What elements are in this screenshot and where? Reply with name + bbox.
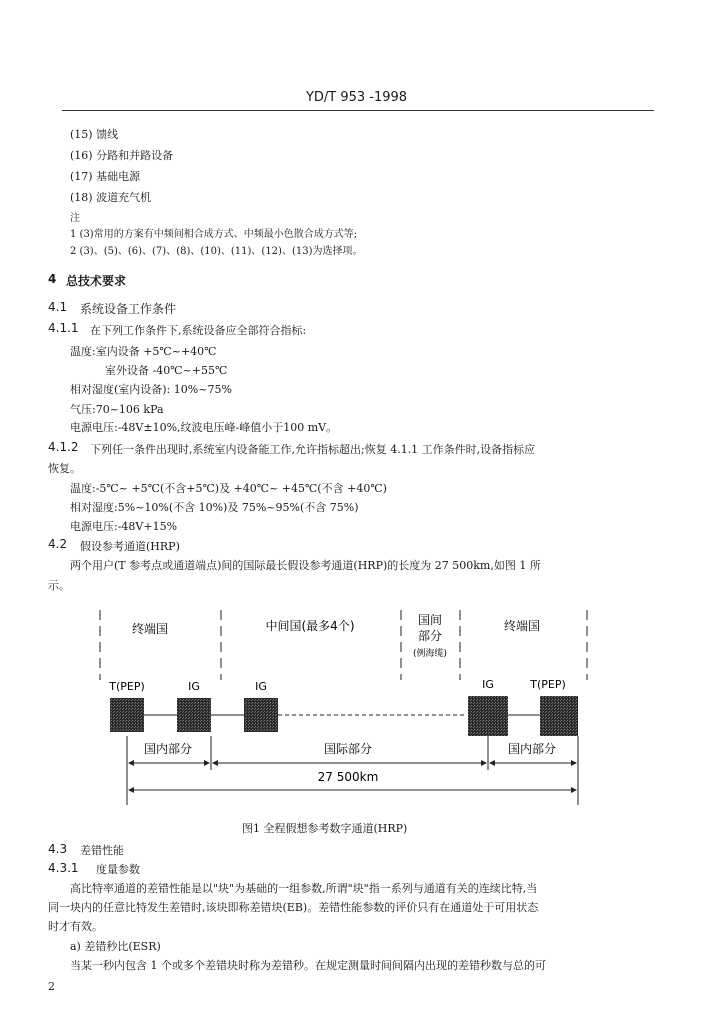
section-4-1-2-intro-cont: 恢复。 [48,462,81,475]
temp-indoor: 温度:室内设备 +5℃~+40℃ [70,345,217,358]
section-4-1-2-number: 4.1.2 [48,440,79,454]
power-voltage: 电源电压:-48V±10%,纹波电压峰-峰值小于100 mV。 [70,421,338,434]
zone-label-intl-1: 国间 [417,613,443,627]
total-length-label: 27 500km [317,770,379,784]
list-item: (18) 波道充气机 [70,191,152,204]
node-label: IG [255,680,267,693]
standard-code-header: YD/T 953 -1998 [305,90,408,105]
air-pressure: 气压:70~106 kPa [70,403,164,416]
error-perf-para-cont: 同一块内的任意比特发生差错时,该块即称差错块(EB)。差错性能参数的评价只有在通道处于可用状态 [48,901,539,914]
temp-outdoor: 室外设备 -40℃~+55℃ [105,364,228,377]
esr-para: 当某一秒内包含 1 个或多个差错块时称为差错秒。在规定测量时间间隔内出现的差错秒数与总的可 [70,959,546,972]
section-4-2-title: 假设参考通道(HRP) [80,540,180,553]
note-line: 2 (3)、(5)、(6)、(7)、(8)、(10)、(11)、(12)、(13)为选择项。 [70,246,363,257]
node-label: T(PEP) [109,680,145,693]
section-4-1-2-intro: 下列任一条件出现时,系统室内设备能工作,允许指标超出;恢复 4.1.1 工作条件时,设备指标应 [90,443,536,456]
section-4-number: 4 [48,272,57,286]
zone-label-intl-2: 部分 [417,629,443,643]
zone-label-intl-3: (例海缆) [412,649,448,659]
zone-label-middle: 中间国(最多4个) [265,619,355,633]
humidity-range: 相对湿度:5%~10%(不含 10%)及 75%~95%(不含 75%) [70,501,359,514]
section-4-1-1-number: 4.1.1 [48,321,79,335]
section-4-2-para-cont: 示。 [48,579,70,592]
zone-label-left: 终端国 [131,622,169,636]
segment-label: 国内部分 [143,742,193,756]
humidity: 相对湿度(室内设备): 10%~75% [70,383,232,396]
node-label: IG [188,680,200,693]
esr-label: a) 差错秒比(ESR) [70,940,161,953]
section-4-1-number: 4.1 [48,300,68,314]
note-label: 注 [70,213,80,224]
segment-label: 国内部分 [507,742,557,756]
section-4-1-title: 系统设备工作条件 [80,302,177,316]
section-4-title: 总技术要求 [66,274,127,288]
ig-node-1 [177,698,211,732]
section-4-3-1-title: 度量参数 [96,863,140,876]
tpep-node-left [110,698,144,732]
header-rule [62,110,654,111]
list-item: (15) 馈线 [70,128,119,141]
error-perf-para: 高比特率通道的差错性能是以"块"为基础的一组参数,所谓"块"指一系列与通道有关的连续比特,当 [70,882,538,895]
section-4-3-number: 4.3 [48,842,68,856]
section-4-3-title: 差错性能 [80,844,124,857]
section-4-1-1-intro: 在下列工作条件下,系统设备应全部符合指标: [90,324,307,337]
segment-label: 国际部分 [323,742,373,756]
node-label: IG [482,678,494,691]
section-4-3-1-number: 4.3.1 [48,861,79,875]
hrp-diagram [90,600,600,815]
figure-caption: 图1 全程假想参考数字通道(HRP) [242,822,408,835]
list-item: (17) 基础电源 [70,170,141,183]
node-label: T(PEP) [530,678,566,691]
error-perf-para-cont: 时才有效。 [48,920,103,933]
power-range: 电源电压:-48V+15% [70,520,178,533]
zone-label-right: 终端国 [503,619,541,633]
ig-node-2 [244,698,278,732]
tpep-node-right [540,696,578,736]
temp-range: 温度:-5℃~ +5℃(不含+5℃)及 +40℃~ +45℃(不含 +40℃) [70,482,387,495]
note-line: 1 (3)常用的方案有中频间相合成方式、中频最小色散合成方式等; [70,229,358,240]
ig-node-3 [468,696,508,736]
section-4-2-number: 4.2 [48,537,68,551]
list-item: (16) 分路和并路设备 [70,149,174,162]
page-number: 2 [48,980,55,993]
section-4-2-para: 两个用户(T 参考点或通道端点)间的国际最长假设参考通道(HRP)的长度为 27 500km,如图 1 所 [70,559,541,572]
